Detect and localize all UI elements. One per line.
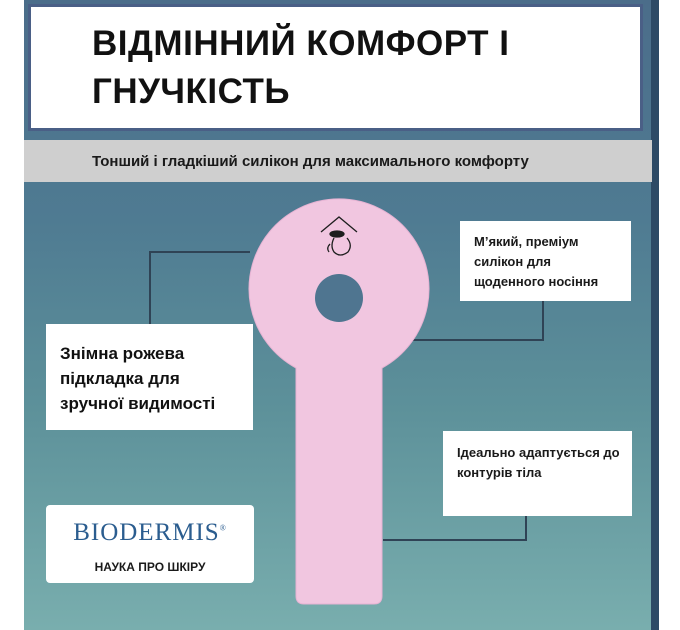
brand-tagline: НАУКА ПРО ШКІРУ (94, 560, 206, 574)
brand-logo (56, 519, 244, 547)
brand-name: BIODERMIS (73, 519, 220, 546)
page-title: ВІДМІННИЙ КОМФОРТ І ГНУЧКІСТЬ (92, 24, 510, 111)
feature-pink-liner-text: Знімна рожева підкладка для зручної видимості (60, 344, 216, 413)
feature-card-soft-silicone (460, 221, 631, 301)
feature-card-adapts (443, 431, 632, 516)
brand-card (46, 505, 254, 583)
feature-adapts-text: Ідеально адаптується до контурів тіла (457, 445, 620, 480)
feature-soft-silicone-text: М’який, преміум силікон для щоденного носіння (474, 234, 599, 289)
pink-tag-shape (249, 199, 429, 604)
registered-mark: ® (219, 523, 227, 533)
feature-card-pink-liner (46, 324, 253, 430)
tag-hole (315, 274, 363, 322)
subtitle: Тонший і гладкіший силікон для максимального комфорту (92, 153, 529, 170)
